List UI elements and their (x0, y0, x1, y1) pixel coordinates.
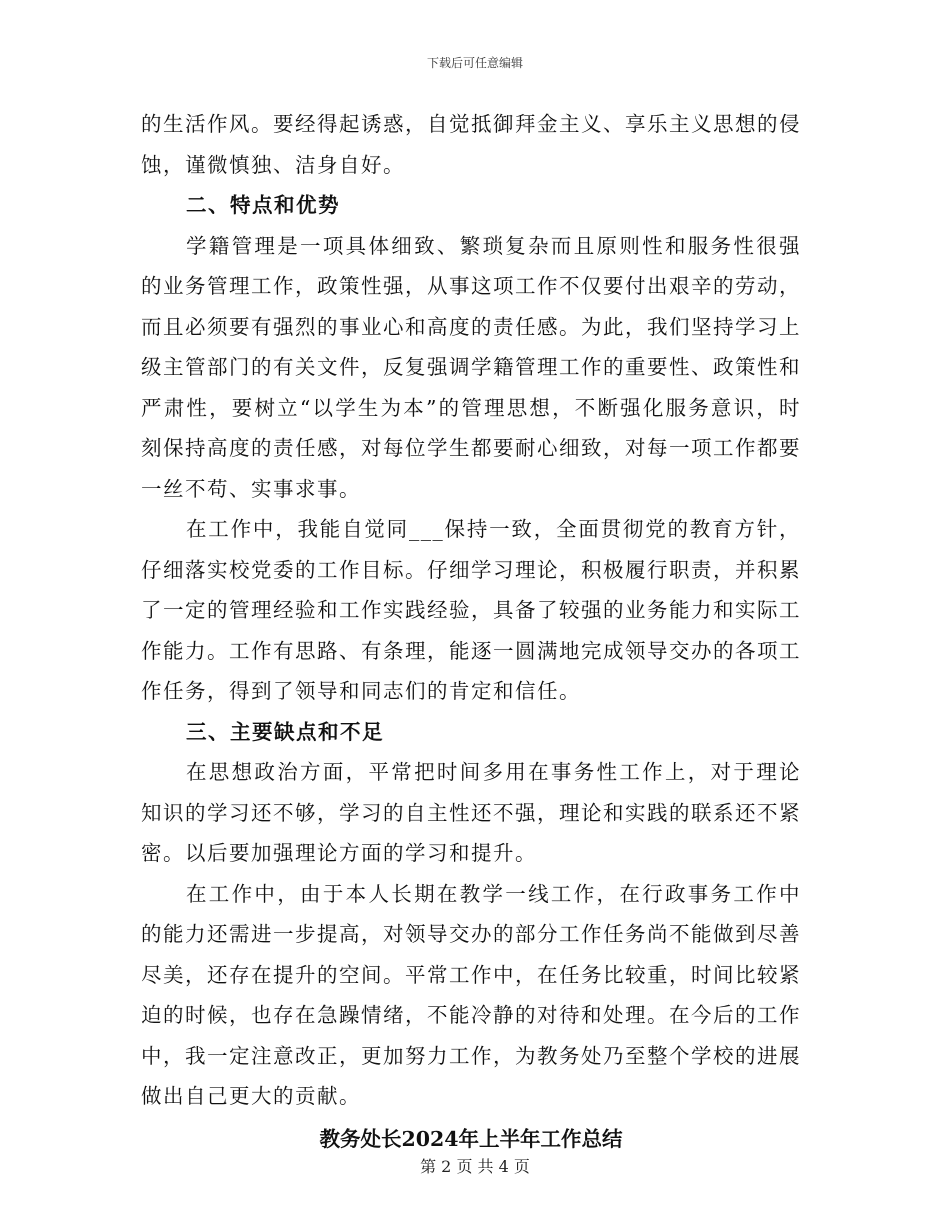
paragraph-shortcomings-2: 在工作中，由于本人长期在教学一线工作，在行政事务工作中的能力还需进一步提高，对领导交办的部分工作任务尚不能做到尽善尽美，还存在提升的空间。平常工作中，在任务比较重，时间比较紧迫的时候，也存在急躁情绪，不能冷静的对待和处理。在今后的工作中，我一定注意改正，更加努力工作，为教务处乃至整个学校的进展做出自己更大的贡献。 (141, 881, 801, 1108)
section-heading-strengths: 二、特点和优势 (186, 193, 340, 217)
paragraph-strengths-1: 学籍管理是一项具体细致、繁琐复杂而且原则性和服务性很强的业务管理工作，政策性强，从事这项工作不仅要付出艰辛的劳动，而且必须要有强烈的事业心和高度的责任感。为此，我们坚持学习上级主管部门的有关文件，反复强调学籍管理工作的重要性、政策性和严肃性，要树立“以学生为本”的管理思想，不断强化服务意识，时刻保持高度的责任感，对每位学生都要耐心细致，对每一项工作都要一丝不苟、实事求事。 (141, 233, 801, 501)
next-document-title: 教务处长2024年上半年工作总结 (319, 1126, 623, 1151)
paragraph-strengths-2: 在工作中，我能自觉同___保持一致，全面贯彻党的教育方针，仔细落实校党委的工作目标。仔细学习理论，积极履行职责，并积累了一定的管理经验和工作实践经验，具备了较强的业务能力和实际工作能力。工作有思路、有条理，能逐一圆满地完成领导交办的各项工作任务，得到了领导和同志们的肯定和信任。 (141, 517, 801, 703)
paragraph-shortcomings-1: 在思想政治方面，平常把时间多用在事务性工作上，对于理论知识的学习还不够，学习的自主性还不强，理论和实践的联系还不紧密。以后要加强理论方面的学习和提升。 (141, 760, 801, 865)
document-body (141, 104, 801, 1159)
section-heading-shortcomings: 三、主要缺点和不足 (186, 719, 384, 744)
page-header-note: 下载后可任意编辑 (426, 56, 523, 70)
page-number: 第 2 页 共 4 页 (420, 1157, 530, 1176)
paragraph-continuation: 的生活作风。要经得起诱惑，自觉抵御拜金主义、享乐主义思想的侵蚀，谨微慎独、洁身自好。 (141, 112, 801, 177)
